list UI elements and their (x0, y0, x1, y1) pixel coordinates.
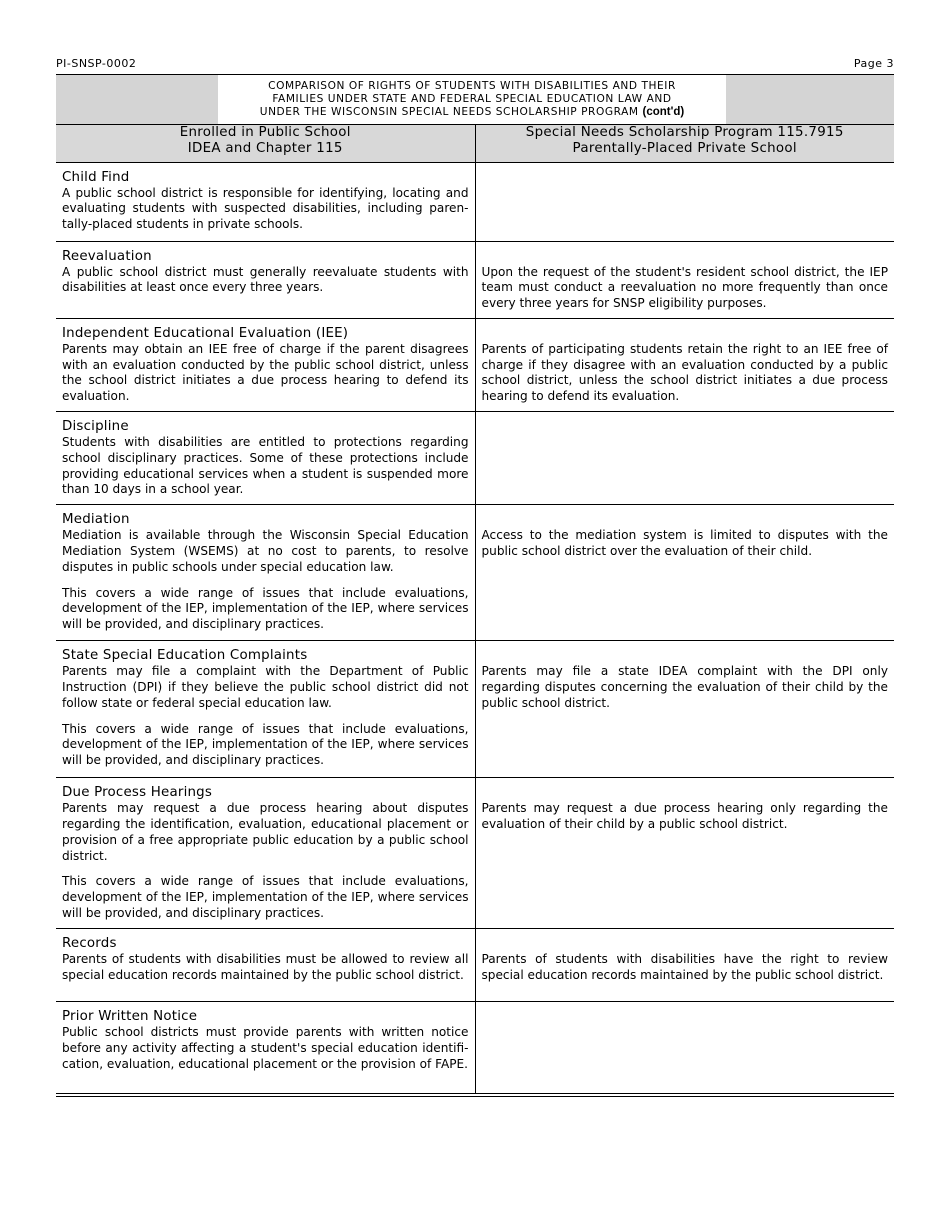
left-cell (56, 778, 475, 928)
left-cell (56, 505, 475, 639)
right-paragraph: Upon the request of the student's resident school district, the IEP team must conduct a reevaluation no more frequently than once every three years for SNSP eligibility purposes. (481, 264, 888, 311)
left-cell (56, 163, 475, 239)
left-cell (56, 1002, 475, 1078)
left-paragraph: A public school district is responsible for identifying, locating and evaluating students with suspected disabilities, including paren-tally-placed students in private schools. (62, 185, 469, 232)
comparison-table (56, 74, 894, 1094)
row-heading: Prior Written Notice (62, 1009, 198, 1025)
title-line-1: COMPARISON OF RIGHTS OF STUDENTS WITH DISABILITIES AND THEIR (268, 80, 676, 92)
title-suffix: (cont'd) (642, 106, 685, 118)
row-heading: Child Find (62, 169, 130, 185)
page-header (56, 57, 894, 71)
right-paragraph: Parents of students with disabilities have the right to review special education records maintained by the public school district. (481, 952, 888, 983)
right-cell-empty (476, 1002, 895, 1015)
right-paragraph: Parents of participating students retain the right to an IEE free of charge if they disagree with an evaluation conducted by a public school district, unless the school district initiates a due process hearing to defend its evaluation. (481, 341, 888, 404)
column-header-snsp-line1: Special Needs Scholarship Program 115.7915 (525, 125, 844, 140)
right-paragraph: Parents may request a due process hearing only regarding the evaluation of their child by a public school district. (481, 801, 888, 832)
row-heading: Reevaluation (62, 248, 152, 264)
left-cell (56, 412, 475, 504)
table-row (56, 505, 894, 641)
left-paragraph: Mediation is available through the Wisconsin Special Education Mediation System (WSEMS) at no cost to parents, to resolve disputes in public schools under special education law. (62, 528, 469, 574)
title-line-3-text: UNDER THE WISCONSIN SPECIAL NEEDS SCHOLARSHIP PROGRAM (259, 106, 639, 118)
left-paragraph: This covers a wide range of issues that include evaluations, development of the IEP, implementation of the IEP, where services will be provided, and disciplinary practices. (62, 721, 469, 768)
column-header-public-school (56, 125, 475, 162)
table-row (56, 162, 894, 241)
title-line-2: FAMILIES UNDER STATE AND FEDERAL SPECIAL EDUCATION LAW AND (272, 93, 672, 105)
right-cell (476, 778, 895, 839)
right-paragraph: Access to the mediation system is limited to disputes with the public school district over the evaluation of their child. (481, 528, 888, 559)
right-cell-empty (476, 412, 895, 425)
title-line-3 (218, 106, 726, 119)
left-cell (56, 242, 475, 303)
row-heading: State Special Education Complaints (62, 648, 308, 664)
left-paragraph: This covers a wide range of issues that include evaluations, development of the IEP, implementation of the IEP, where services will be provided, and disciplinary practices. (62, 585, 469, 632)
right-cell (476, 242, 895, 318)
table-row (56, 778, 894, 929)
row-heading: Mediation (62, 512, 130, 528)
right-cell (476, 319, 895, 411)
row-heading: Records (62, 936, 117, 952)
form-id: PI-SNSP-0002 (56, 57, 137, 70)
page-number: Page 3 (853, 57, 894, 70)
left-paragraph: Parents may obtain an IEE free of charge if the parent disagrees with an evaluation conducted by the public school district, unless the school district initiates a due process hearing to defend its evaluation. (62, 341, 469, 404)
left-paragraph: Students with disabilities are entitled to protections regarding school disciplinary practices. Some of these protections include providing educational services when a student is suspended more than 10 days in a school year. (62, 435, 469, 497)
column-header-snsp (475, 125, 894, 162)
left-cell (56, 641, 475, 775)
left-paragraph: Public school districts must provide parents with written notice before any activity affecting a student's special education identifi-cation, evaluation, educational placement or the provision of FAPE. (62, 1025, 469, 1071)
table-row (56, 1002, 894, 1094)
table-row (56, 241, 894, 318)
title-bar-left-fill (56, 75, 218, 124)
left-cell (56, 319, 475, 411)
right-cell-empty (476, 163, 895, 176)
row-heading: Due Process Hearings (62, 785, 213, 801)
document-title (218, 75, 726, 124)
right-cell (476, 505, 895, 566)
table-closing-double-rule (56, 1096, 894, 1097)
left-paragraph: Parents may request a due process hearing about disputes regarding the identification, evaluation, educational placement or provision of a free appropriate public education by a public school district. (62, 801, 469, 863)
document-title-bar (56, 74, 894, 125)
table-row (56, 929, 894, 1002)
table-row (56, 318, 894, 411)
right-cell (476, 641, 895, 717)
column-header-public-line1: Enrolled in Public School (179, 125, 351, 140)
left-paragraph: This covers a wide range of issues that include evaluations, development of the IEP, implementation of the IEP, where services will be provided, and disciplinary practices. (62, 874, 469, 921)
left-cell (56, 929, 475, 990)
column-header-snsp-line2: Parentally-Placed Private School (572, 141, 797, 156)
title-bar-right-fill (726, 75, 894, 124)
table-row (56, 412, 894, 505)
left-paragraph: A public school district must generally reevaluate students with disabilities at least once every three years. (62, 264, 469, 295)
row-heading: Independent Educational Evaluation (IEE) (62, 325, 349, 341)
left-paragraph: Parents of students with disabilities must be allowed to review all special education records maintained by the public school district. (62, 952, 469, 983)
left-paragraph: Parents may file a complaint with the Department of Public Instruction (DPI) if they believe the public school district did not follow state or federal special education law. (62, 664, 469, 710)
right-paragraph: Parents may file a state IDEA complaint with the DPI only regarding disputes concerning the evaluation of their child by the public school district. (481, 664, 888, 710)
column-header-public-line2: IDEA and Chapter 115 (187, 141, 343, 156)
row-heading: Discipline (62, 419, 129, 435)
table-row (56, 641, 894, 778)
right-cell (476, 929, 895, 990)
